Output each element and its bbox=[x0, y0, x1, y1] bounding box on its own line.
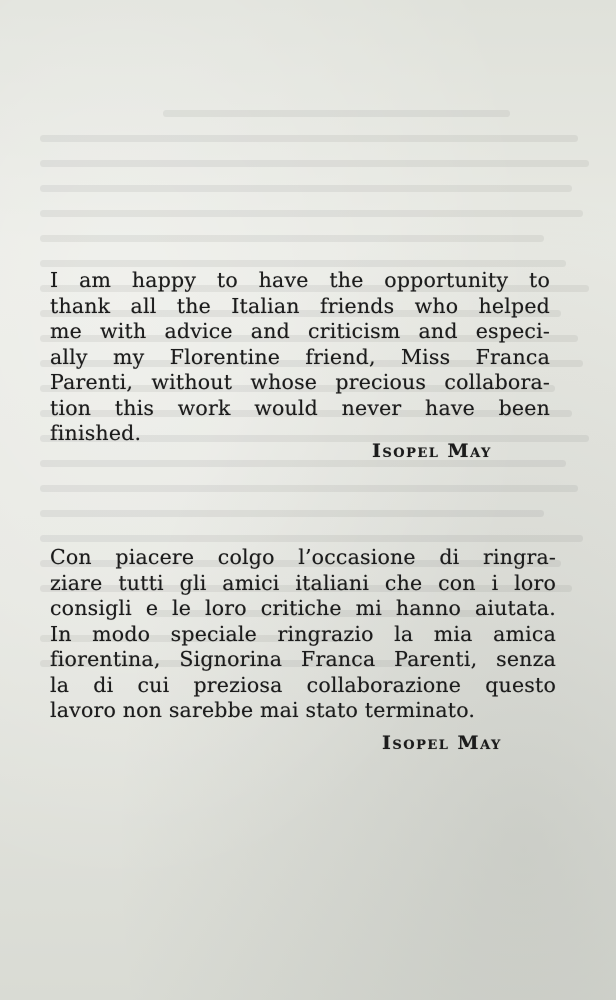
italian-signature: Isopel May bbox=[382, 732, 502, 754]
italian-line: consigli e le loro critiche mi hanno aiutata. bbox=[50, 596, 556, 620]
english-line: tion this work would never have been bbox=[50, 395, 550, 420]
italian-line: In modo speciale ringrazio la mia amica bbox=[50, 621, 556, 646]
english-line: thank all the Italian friends who helped bbox=[50, 293, 550, 318]
english-line: finished. bbox=[50, 421, 142, 445]
english-line: ally my Florentine friend, Miss Franca bbox=[50, 344, 550, 369]
english-acknowledgement bbox=[50, 268, 550, 447]
english-line: I am happy to have the opportunity to bbox=[50, 268, 550, 292]
english-signature: Isopel May bbox=[372, 440, 492, 462]
italian-line: ziare tutti gli amici italiani che con i loro bbox=[50, 570, 556, 595]
italian-line: fiorentina, Signorina Franca Parenti, senza bbox=[50, 647, 556, 671]
italian-line: Con piacere colgo l’occasione di ringra- bbox=[50, 545, 556, 569]
english-line: Parenti, without whose precious collabora- bbox=[50, 370, 550, 394]
italian-line: la di cui preziosa collaborazione questo bbox=[50, 672, 556, 697]
italian-acknowledgement bbox=[50, 545, 556, 724]
italian-line: lavoro non sarebbe mai stato terminato. bbox=[50, 698, 476, 722]
english-line: me with advice and criticism and especi- bbox=[50, 319, 550, 343]
